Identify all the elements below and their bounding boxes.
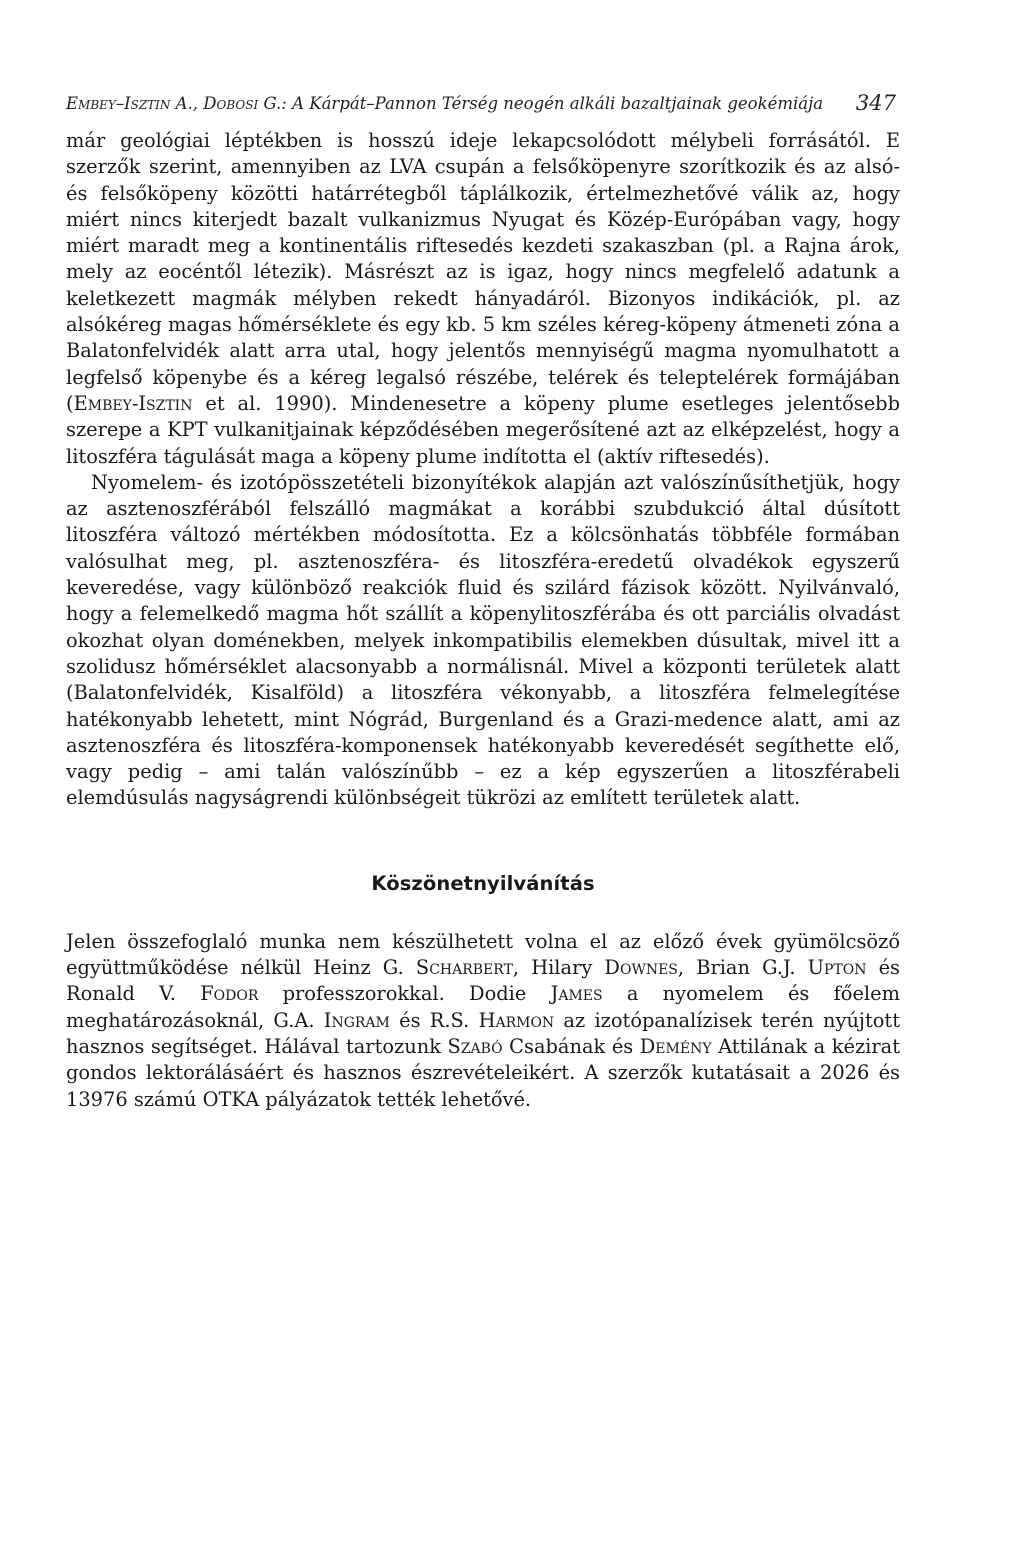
paragraph-1-text-end: et al. 1990). Mindenesetre a köpeny plume esetleges jelentősebb szerepe a KPT vulkanitjainak képződésében megerősítené azt az elképzelést, hogy a litoszféra tágulását maga a köpeny plume indította el (aktív riftesedés).	[66, 391, 900, 468]
ack-name-szabo: Szabó	[447, 1034, 503, 1058]
citation-authors: Embey-Isztin	[73, 391, 193, 415]
running-header	[66, 91, 900, 128]
header-journal-title: A Kárpát–Pannon Térség neogén alkáli bazaltjainak geokémiája	[292, 94, 824, 113]
ack-name-scharbert: Scharbert	[415, 956, 513, 980]
page-number: 347	[855, 91, 896, 115]
paragraph-1-text: már geológiai léptékben is hosszú ideje lekapcsolódott mélybeli forrásától. E szerzők szerint, amennyiben az LVA csupán a felsőköpenyre szorítkozik és az alsó- és felsőköpeny közötti határrétegből táplálkozik, értelmezhetővé válik az, hogy miért nincs kiterjedt bazalt vulkanizmus Nyugat és Közép-Európában vagy, hogy miért maradt meg a kontinentális riftesedés kezdeti szakaszban (pl. a Rajna árok, mely az eocéntől létezik). Másrészt az is igaz, hogy nincs megfelelő adatunk a keletkezett magmák mélyben rekedt hányadáról. Bizonyos indikációk, pl. az alsókéreg magas hőmérséklete és egy kb. 5 km széles kéreg-köpeny átmeneti zóna a Balatonfelvidék alatt arra utal, hogy jelentős mennyiségű magma nyomulhatott a legfelső köpenybe és a kéreg legalsó részébe, telérek és teleptelérek formájában (	[66, 129, 900, 415]
ack-text-6: a nyomelem és főelem meghatározásoknál, G.A.	[66, 982, 900, 1032]
acknowledgements-paragraph	[66, 929, 900, 1113]
header-authors: Embey–Isztin A., Dobosi G.:	[66, 94, 287, 113]
body-paragraph-1	[66, 128, 900, 470]
ack-name-downes: Downes	[604, 956, 678, 980]
ack-text-5: professzorokkal. Dodie	[258, 982, 551, 1006]
body-paragraph-2: Nyomelem- és izotópösszetételi bizonyítékok alapján azt valószínűsíthetjük, hogy az asztenoszférából felszálló magmákat a korábbi szubdukció által dúsított litoszféra változó mértékben módosította. Ez a kölcsönhatás többféle formában valósulhat meg, pl. asztenoszféra- és litoszféra-eredetű olvadékok egyszerű keveredése, vagy különböző reakciók fluid és szilárd fázisok között. Nyilvánvaló, hogy a felemelkedő magma hőt szállít a köpenylitoszférába és ott parciális olvadást okozhat olyan doménekben, melyek inkompatibilis elemekben dúsultak, mivel itt a szolidusz hőmérséklet alacsonyabb a normálisnál. Mivel a központi területek alatt (Balatonfelvidék, Kisalföld) a litoszféra vékonyabb, a litoszféra felmelegítése hatékonyabb lehetett, mint Nógrád, Burgenland és a Grazi-medence alatt, ami az asztenoszféra és litoszféra-komponensek hatékonyabb keveredését segíthette elő, vagy pedig – ami talán valószínűbb – ez a kép egyszerűen a litoszférabeli elemdúsulás nagyságrendi különbségeit tükrözi az említett területek alatt.	[66, 470, 900, 810]
ack-text-9: Csabának és	[502, 1034, 640, 1058]
page	[66, 91, 901, 1113]
ack-name-fodor: Fodor	[200, 982, 259, 1006]
ack-text-1: Jelen összefoglaló munka nem készülhetett volna el az előző évek gyümölcsöző együttműködése nélkül Heinz G.	[66, 929, 900, 980]
acknowledgements-heading: Köszönetnyilvánítás	[371, 871, 595, 895]
ack-name-james: James	[550, 982, 603, 1006]
ack-name-harmon: Harmon	[478, 1008, 555, 1032]
ack-text-10: Attilának a kézirat gondos lektorálásáért és hasznos észrevételeikért. A szerzők kutatásait a 2026 és 13976 számú OTKA pályázatok tették lehetővé.	[66, 1034, 900, 1111]
ack-text-4: és Ronald V.	[66, 956, 901, 1006]
ack-name-demeny: Demény	[639, 1034, 712, 1058]
ack-text-3: , Brian G.J.	[677, 956, 808, 980]
ack-text-8: az izotópanalízisek terén nyújtott hasznos segítséget. Hálával tartozunk	[66, 1008, 900, 1058]
ack-text-7: és R.S.	[389, 1008, 479, 1032]
ack-text-2: , Hilary	[512, 956, 605, 980]
ack-name-upton: Upton	[807, 956, 867, 980]
ack-name-ingram: Ingram	[323, 1008, 390, 1032]
